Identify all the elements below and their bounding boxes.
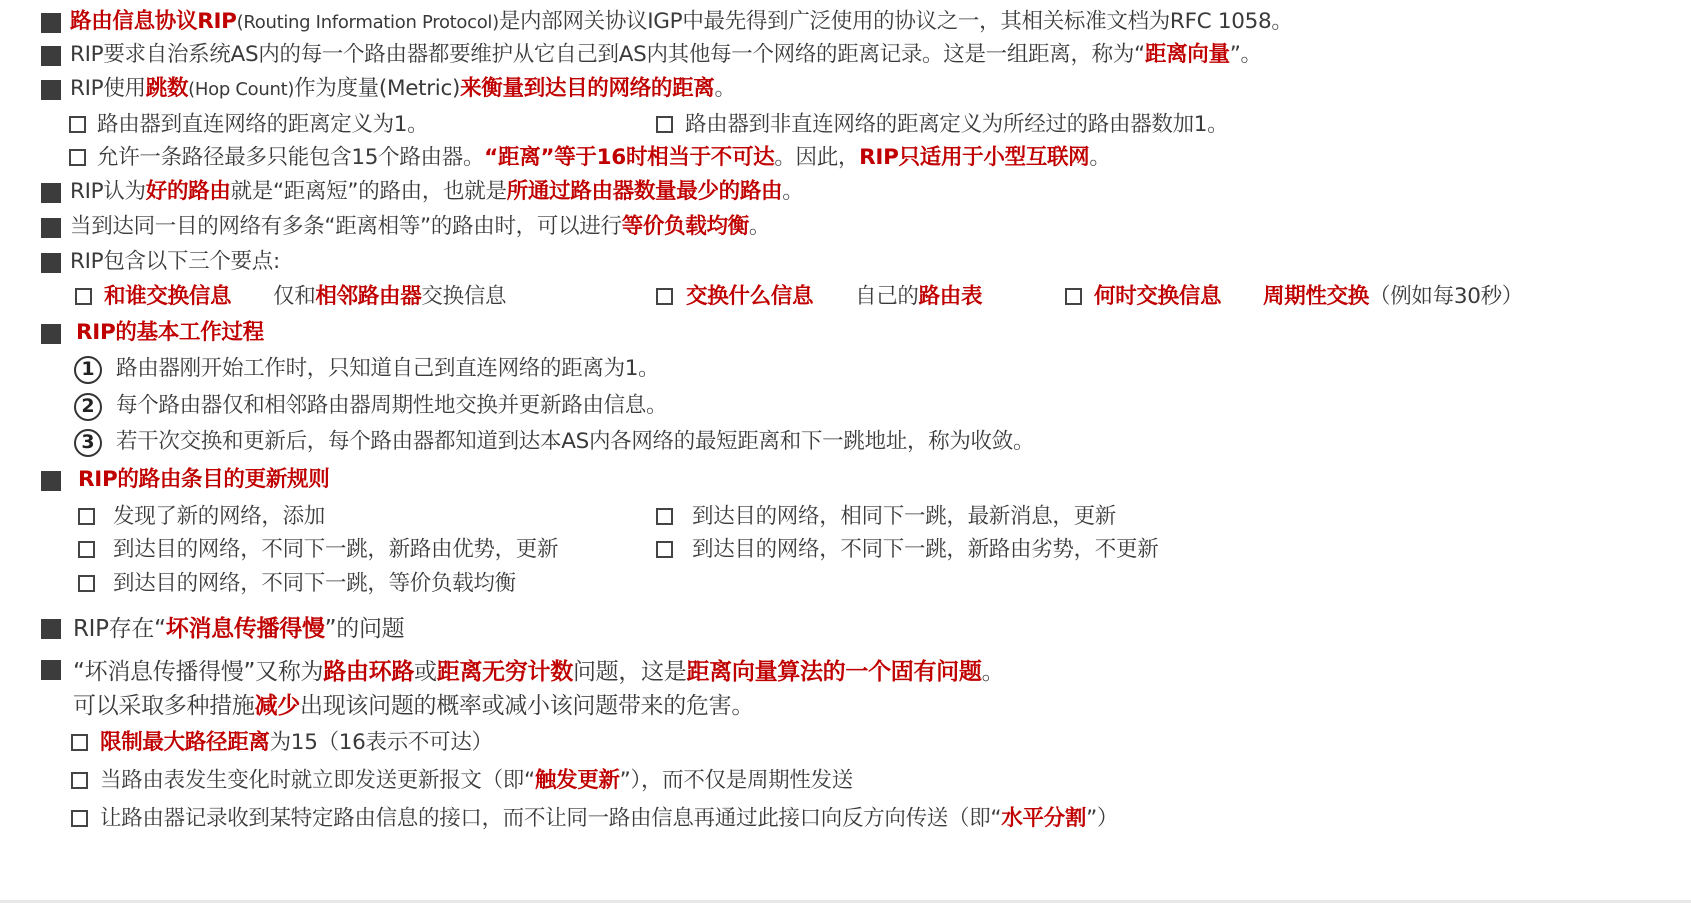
bullet-routing-loop: “坏消息传播得慢”又称为路由环路或距离无穷计数问题，这是距离向量算法的一个固有问题。	[73, 659, 1005, 685]
point-what: 交换什么信息	[686, 284, 814, 309]
sub-indirect-network: 路由器到非直连网络的距离定义为所经过的路由器数加1。	[685, 112, 1229, 137]
bullet-bad-news: RIP存在“坏消息传播得慢”的问题	[73, 616, 405, 642]
bullet-rip-definition: 路由信息协议RIP(Routing Information Protocol)是内部网关协议IGP中最先得到广泛使用的协议之一，其相关标准文档为RFC 1058。	[70, 9, 1293, 34]
rule-new-network: 发现了新的网络，添加	[113, 504, 326, 529]
bullet-square	[41, 218, 61, 238]
measure-triggered-update: 当路由表发生变化时就立即发送更新报文（即“触发更新”），而不仅是周期性发送	[100, 768, 853, 793]
checkbox-icon	[78, 541, 95, 558]
step-2-text: 每个路由器仅和相邻路由器周期性地交换并更新路由信息。	[116, 393, 668, 418]
rule-equal-cost: 到达目的网络，不同下一跳，等价负载均衡	[113, 571, 516, 596]
checkbox-icon	[69, 116, 86, 133]
checkbox-icon	[71, 734, 88, 751]
checkbox-icon	[78, 575, 95, 592]
bullet-hop-count: RIP使用跳数(Hop Count)作为度量(Metric)来衡量到达目的网络的距离。	[70, 76, 736, 101]
rule-same-next-hop: 到达目的网络，相同下一跳，最新消息，更新	[692, 504, 1117, 529]
point-with-whom-value: 仅和相邻路由器交换信息	[273, 284, 507, 309]
bullet-square	[41, 660, 61, 680]
checkbox-icon	[1065, 288, 1082, 305]
bullet-square	[41, 619, 61, 639]
point-when-value: 周期性交换（例如每30秒）	[1263, 284, 1523, 309]
checkbox-icon	[656, 508, 673, 525]
bullet-square	[41, 324, 61, 344]
point-with-whom: 和谁交换信息	[104, 284, 232, 309]
checkbox-icon	[75, 288, 92, 305]
heading-update-rules: RIP的路由条目的更新规则	[78, 467, 330, 492]
bullet-good-route: RIP认为好的路由就是“距离短”的路由，也就是所通过路由器数量最少的路由。	[70, 179, 804, 204]
step-3-text: 若干次交换和更新后，每个路由器都知道到达本AS内各网络的最短距离和下一跳地址，称为收敛。	[116, 429, 1035, 454]
checkbox-icon	[656, 116, 673, 133]
heading-work-process: RIP的基本工作过程	[76, 320, 264, 345]
step-number-3: 3	[74, 429, 102, 457]
bullet-distance-vector: RIP要求自治系统AS内的每一个路由器都要维护从它自己到AS内其他每一个网络的距离记录。这是一组距离，称为“距离向量”。	[70, 42, 1262, 67]
point-what-value: 自己的路由表	[855, 284, 983, 309]
measure-max-distance: 限制最大路径距离为15（16表示不可达）	[100, 730, 493, 755]
bullet-square	[41, 80, 61, 100]
checkbox-icon	[71, 810, 88, 827]
bullet-square	[41, 253, 61, 273]
rule-worse-route: 到达目的网络，不同下一跳，新路由劣势，不更新	[692, 537, 1159, 562]
checkbox-icon	[656, 288, 673, 305]
bullet-square	[41, 13, 61, 33]
point-when: 何时交换信息	[1094, 284, 1222, 309]
sub-max-15-routers: 允许一条路径最多只能包含15个路由器。“距离”等于16时相当于不可达。因此，RIP只适用于小型互联网。	[97, 145, 1111, 170]
checkbox-icon	[656, 541, 673, 558]
sub-direct-network: 路由器到直连网络的距离定义为1。	[97, 112, 429, 137]
checkbox-icon	[78, 508, 95, 525]
step-number-2: 2	[74, 393, 102, 421]
checkbox-icon	[71, 772, 88, 789]
rule-better-route: 到达目的网络，不同下一跳，新路由优势，更新	[113, 537, 559, 562]
bullet-square	[41, 471, 61, 491]
bullet-square	[41, 183, 61, 203]
step-number-1: 1	[74, 356, 102, 384]
measure-split-horizon: 让路由器记录收到某特定路由信息的接口，而不让同一路由信息再通过此接口向反方向传送（即“水平分割”）	[100, 806, 1119, 831]
bullet-load-balancing: 当到达同一目的网络有多条“距离相等”的路由时，可以进行等价负载均衡。	[70, 214, 771, 239]
bullet-three-points: RIP包含以下三个要点:	[70, 249, 280, 274]
step-1-text: 路由器刚开始工作时，只知道自己到直连网络的距离为1。	[116, 356, 660, 381]
bullet-mitigation: 可以采取多种措施减少出现该问题的概率或减小该问题带来的危害。	[73, 693, 755, 719]
checkbox-icon	[69, 149, 86, 166]
bullet-square	[41, 46, 61, 66]
